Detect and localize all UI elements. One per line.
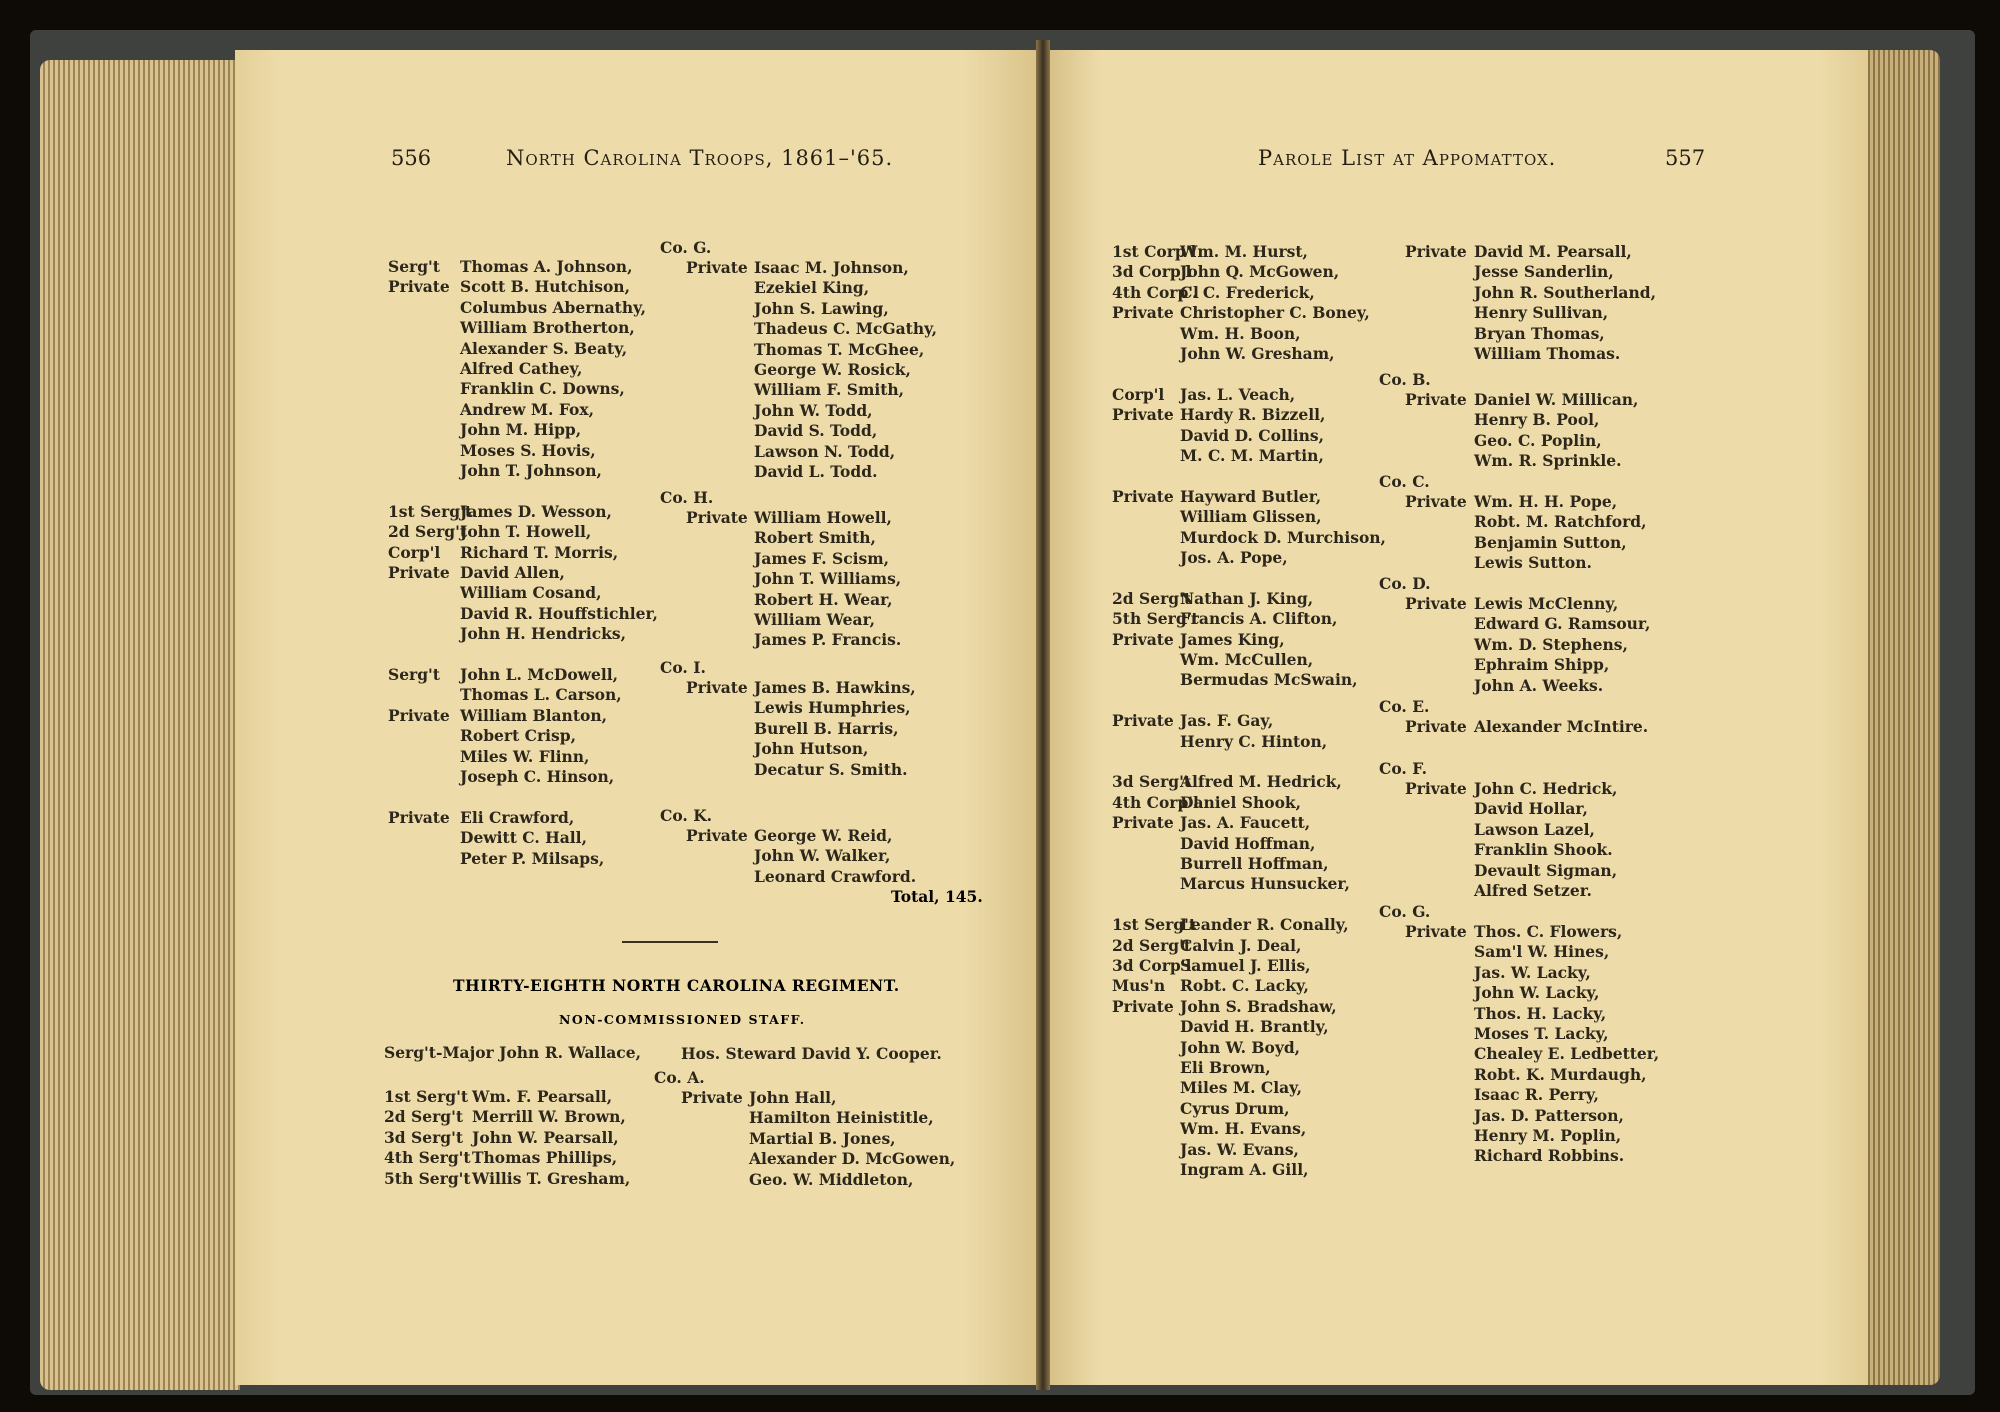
soldier-name: Hayward Butler,	[1180, 486, 1322, 506]
soldier-name: Francis A. Clifton,	[1180, 609, 1338, 629]
rank-label: 2d Serg't	[1112, 935, 1191, 955]
soldier-name: Benjamin Sutton,	[1474, 532, 1627, 552]
soldier-name: Scott B. Hutchison,	[460, 277, 630, 297]
rank-label: Private	[1405, 779, 1467, 798]
soldier-name: Henry Sullivan,	[1474, 303, 1609, 323]
soldier-name: John T. Williams,	[754, 569, 902, 589]
soldier-name: John Q. McGowen,	[1180, 262, 1340, 282]
soldier-name: Decatur S. Smith.	[754, 759, 908, 779]
section-divider	[622, 941, 718, 943]
soldier-name: Peter P. Milsaps,	[460, 848, 605, 868]
soldier-name: Ingram A. Gill,	[1180, 1160, 1309, 1179]
soldier-name: David Hoffman,	[1180, 833, 1316, 853]
soldier-name: William Blanton,	[460, 705, 607, 725]
rank-label: Corp'l	[388, 542, 441, 562]
soldier-name: Ezekiel King,	[754, 278, 870, 298]
company-total: Total, 145.	[891, 887, 983, 906]
soldier-name: Lewis Humphries,	[754, 698, 911, 718]
soldier-name: Hardy R. Bizzell,	[1180, 405, 1326, 425]
company-a-label: Co. A.	[654, 1068, 705, 1087]
rank-label: 5th Serg't	[1112, 609, 1199, 629]
staff-title: NON-COMMISSIONED STAFF.	[559, 1012, 806, 1027]
rank-label: Private	[1112, 629, 1174, 649]
page-edges-left	[40, 60, 240, 1390]
soldier-name: John C. Hedrick,	[1474, 779, 1618, 798]
rank-label: 3d Serg't	[384, 1127, 463, 1147]
soldier-name: Cyrus Drum,	[1180, 1098, 1290, 1118]
rank-label: Private	[1112, 303, 1174, 323]
soldier-name: Henry M. Poplin,	[1474, 1126, 1622, 1145]
rank-label: Serg't	[388, 257, 440, 276]
rank-label: 1st Serg't	[388, 501, 473, 521]
rank-label: 4th Serg't	[384, 1148, 471, 1168]
soldier-name: Bryan Thomas,	[1474, 323, 1605, 343]
soldier-name: Thadeus C. McGathy,	[754, 319, 938, 339]
rank-label: Private	[1112, 813, 1174, 833]
company-label: Co. E.	[1379, 697, 1430, 716]
soldier-name: Lawson N. Todd,	[754, 441, 896, 461]
soldier-name: Wm. M. Hurst,	[1180, 242, 1308, 261]
rank-label: 1st Serg't	[1112, 915, 1197, 935]
company-label: Co. D.	[1379, 574, 1431, 593]
soldier-name: John Hall,	[749, 1088, 837, 1107]
soldier-name: Alexander D. McGowen,	[749, 1149, 956, 1169]
rank-label: Private	[1405, 594, 1467, 613]
soldier-name: James B. Hawkins,	[754, 678, 916, 697]
rank-label: 3d Corp'l	[1112, 262, 1192, 282]
company-label: Co. G.	[660, 238, 712, 257]
soldier-name: John R. Southerland,	[1474, 282, 1656, 302]
soldier-name: James D. Wesson,	[460, 501, 612, 521]
soldier-name: Henry B. Pool,	[1474, 410, 1600, 430]
soldier-name: Leonard Crawford.	[754, 866, 917, 886]
soldier-name: Wm. D. Stephens,	[1474, 634, 1628, 654]
rank-label: 2d Serg't	[384, 1107, 463, 1127]
rank-label: Serg't	[388, 665, 440, 684]
staff-left: Serg't-Major John R. Wallace,	[384, 1043, 642, 1062]
soldier-name: John S. Bradshaw,	[1180, 996, 1337, 1016]
soldier-name: Merrill W. Brown,	[472, 1107, 626, 1127]
rank-label: Private	[1405, 242, 1467, 261]
soldier-name: Daniel Shook,	[1180, 792, 1302, 812]
soldier-name: Lewis Sutton.	[1474, 553, 1592, 573]
soldier-name: John W. Gresham,	[1180, 344, 1335, 363]
soldier-name: William F. Smith,	[754, 380, 905, 400]
rank-label: Private	[686, 258, 748, 277]
soldier-name: Martial B. Jones,	[749, 1128, 896, 1148]
rank-label: 3d Corp'l	[1112, 956, 1192, 975]
soldier-name: Murdock D. Murchison,	[1180, 527, 1386, 547]
soldier-name: Robert Crisp,	[460, 726, 576, 746]
soldier-name: James F. Scism,	[754, 548, 890, 568]
rank-label: 4th Corp'l	[1112, 792, 1199, 812]
soldier-name: Richard T. Morris,	[460, 542, 619, 562]
soldier-name: John L. McDowell,	[460, 665, 619, 684]
soldier-name: William Brotherton,	[460, 318, 635, 338]
company-label: Co. B.	[1379, 370, 1431, 389]
soldier-name: Thos. H. Lacky,	[1474, 1003, 1607, 1023]
soldier-name: Miles W. Flinn,	[460, 746, 590, 766]
rank-label: Private	[1112, 486, 1174, 506]
soldier-name: Miles M. Clay,	[1180, 1078, 1303, 1098]
soldier-name: David M. Pearsall,	[1474, 242, 1632, 261]
soldier-name: John W. Pearsall,	[472, 1127, 619, 1147]
soldier-name: Franklin Shook.	[1474, 840, 1613, 860]
soldier-name: Henry C. Hinton,	[1180, 731, 1328, 751]
soldier-name: Samuel J. Ellis,	[1180, 956, 1311, 975]
right-running-head: Parole List at Appomattox.	[1258, 146, 1557, 170]
soldier-name: James King,	[1180, 629, 1285, 649]
soldier-name: Robt. K. Murdaugh,	[1474, 1064, 1647, 1084]
staff-right: Hos. Steward David Y. Cooper.	[681, 1044, 942, 1063]
soldier-name: David R. Houffstichler,	[460, 603, 658, 623]
soldier-name: Columbus Abernathy,	[460, 297, 647, 317]
soldier-name: Wm. F. Pearsall,	[472, 1087, 613, 1106]
soldier-name: Dewitt C. Hall,	[460, 828, 587, 848]
soldier-name: Robt. M. Ratchford,	[1474, 512, 1647, 532]
soldier-name: John W. Walker,	[754, 846, 891, 866]
left-page	[235, 50, 1043, 1385]
soldier-name: David L. Todd.	[754, 462, 878, 481]
rank-label: 5th Serg't	[384, 1168, 471, 1188]
soldier-name: Sam'l W. Hines,	[1474, 942, 1610, 962]
company-label: Co. K.	[660, 806, 713, 825]
rank-label: Private	[388, 705, 450, 725]
rank-label: Private	[686, 508, 748, 527]
soldier-name: Isaac M. Johnson,	[754, 258, 909, 277]
soldier-name: John W. Lacky,	[1474, 983, 1600, 1003]
soldier-name: John W. Todd,	[754, 400, 873, 420]
rank-label: Private	[1405, 717, 1467, 736]
rank-label: Private	[1405, 390, 1467, 409]
soldier-name: Marcus Hunsucker,	[1180, 874, 1350, 894]
soldier-name: Jesse Sanderlin,	[1474, 262, 1614, 282]
soldier-name: Edward G. Ramsour,	[1474, 614, 1651, 634]
soldier-name: Franklin C. Downs,	[460, 379, 625, 399]
soldier-name: Lawson Lazel,	[1474, 819, 1595, 839]
soldier-name: Jas. A. Faucett,	[1180, 813, 1311, 833]
soldier-name: Burell B. Harris,	[754, 718, 899, 738]
rank-label: 2d Serg't	[388, 522, 467, 542]
company-label: Co. H.	[660, 488, 714, 507]
soldier-name: Alfred Setzer.	[1474, 881, 1592, 900]
soldier-name: Hamilton Heinistitle,	[749, 1108, 934, 1128]
company-label: Co. I.	[660, 658, 706, 677]
company-label: Co. C.	[1379, 472, 1430, 491]
soldier-name: Jas. F. Gay,	[1180, 711, 1274, 731]
soldier-name: C. C. Frederick,	[1180, 282, 1315, 302]
soldier-name: Eli Crawford,	[460, 807, 575, 827]
rank-label: Corp'l	[1112, 384, 1165, 404]
soldier-name: Wm. H. Boon,	[1180, 323, 1301, 343]
rank-label: Private	[686, 678, 748, 697]
rank-label: Private	[388, 563, 450, 582]
soldier-name: David D. Collins,	[1180, 425, 1325, 445]
soldier-name: Nathan J. King,	[1180, 588, 1314, 608]
soldier-name: Robert H. Wear,	[754, 589, 893, 609]
soldier-name: Thomas Phillips,	[472, 1148, 618, 1168]
rank-label: 3d Serg't	[1112, 772, 1191, 792]
book-gutter	[1036, 40, 1050, 1390]
soldier-name: Lewis McClenny,	[1474, 594, 1619, 613]
soldier-name: Thomas T. McGhee,	[754, 339, 925, 359]
soldier-name: Richard Robbins.	[1474, 1146, 1625, 1166]
soldier-name: Jos. A. Pope,	[1180, 548, 1288, 567]
soldier-name: David H. Brantly,	[1180, 1017, 1329, 1037]
soldier-name: William Glissen,	[1180, 507, 1322, 527]
page-edges-right	[1860, 50, 1940, 1385]
soldier-name: John Hutson,	[754, 739, 869, 759]
soldier-name: John S. Lawing,	[754, 298, 889, 318]
soldier-name: William Howell,	[754, 508, 892, 527]
soldier-name: John A. Weeks.	[1474, 675, 1604, 695]
soldier-name: Robt. C. Lacky,	[1180, 976, 1309, 996]
soldier-name: Thos. C. Flowers,	[1474, 922, 1623, 941]
soldier-name: Joseph C. Hinson,	[460, 767, 615, 786]
soldier-name: William Thomas.	[1474, 344, 1621, 363]
rank-label: Private	[388, 807, 450, 827]
soldier-name: Thomas L. Carson,	[460, 685, 622, 705]
soldier-name: Andrew M. Fox,	[460, 399, 594, 419]
soldier-name: Moses S. Hovis,	[460, 440, 596, 460]
soldier-name: Alfred M. Hedrick,	[1180, 772, 1342, 792]
soldier-name: John M. Hipp,	[460, 420, 582, 440]
soldier-name: Eli Brown,	[1180, 1058, 1271, 1077]
soldier-name: William Cosand,	[460, 583, 602, 603]
soldier-name: Alexander McIntire.	[1474, 717, 1649, 736]
right-page-number: 557	[1665, 146, 1706, 170]
rank-label: 1st Serg't	[384, 1087, 469, 1106]
soldier-name: Willis T. Gresham,	[472, 1168, 631, 1188]
left-page-number: 556	[391, 146, 432, 170]
soldier-name: John H. Hendricks,	[460, 624, 627, 644]
company-label: Co. G.	[1379, 902, 1431, 921]
rank-label: Private	[1112, 996, 1174, 1016]
rank-label: Private	[1112, 405, 1174, 425]
soldier-name: M. C. M. Martin,	[1180, 446, 1324, 465]
soldier-name: Chealey E. Ledbetter,	[1474, 1044, 1660, 1064]
soldier-name: John T. Howell,	[460, 522, 592, 542]
soldier-name: Geo. W. Middleton,	[749, 1169, 914, 1189]
soldier-name: John T. Johnson,	[460, 461, 602, 480]
rank-label: Private	[686, 826, 748, 845]
soldier-name: Bermudas McSwain,	[1180, 670, 1358, 690]
soldier-name: Jas. W. Evans,	[1180, 1139, 1299, 1159]
soldier-name: Thomas A. Johnson,	[460, 257, 633, 276]
rank-label: 1st Corp'l	[1112, 242, 1197, 261]
company-label: Co. F.	[1379, 759, 1428, 778]
soldier-name: Alfred Cathey,	[460, 359, 583, 378]
rank-label: Private	[388, 277, 450, 297]
rank-label: Private	[681, 1088, 743, 1107]
soldier-name: Burrell Hoffman,	[1180, 854, 1329, 873]
soldier-name: Wm. R. Sprinkle.	[1474, 451, 1622, 471]
soldier-name: Wm. H. H. Pope,	[1474, 492, 1618, 511]
rank-label: Private	[1405, 922, 1467, 941]
soldier-name: Wm. McCullen,	[1180, 650, 1314, 669]
soldier-name: David Hollar,	[1474, 799, 1588, 819]
soldier-name: Robert Smith,	[754, 528, 876, 548]
soldier-name: Moses T. Lacky,	[1474, 1024, 1609, 1043]
soldier-name: Jas. D. Patterson,	[1474, 1105, 1624, 1125]
rank-label: Private	[1112, 711, 1174, 731]
soldier-name: Alexander S. Beaty,	[460, 338, 628, 358]
soldier-name: David S. Todd,	[754, 421, 878, 441]
soldier-name: Geo. C. Poplin,	[1474, 430, 1602, 450]
soldier-name: Wm. H. Evans,	[1180, 1119, 1307, 1139]
soldier-name: Isaac R. Perry,	[1474, 1085, 1599, 1105]
soldier-name: Devault Sigman,	[1474, 860, 1618, 880]
rank-label: 2d Serg't	[1112, 588, 1191, 608]
rank-label: Private	[1405, 492, 1467, 511]
soldier-name: Jas. W. Lacky,	[1474, 962, 1591, 982]
soldier-name: Daniel W. Millican,	[1474, 390, 1639, 409]
soldier-name: Calvin J. Deal,	[1180, 935, 1302, 955]
soldier-name: Jas. L. Veach,	[1180, 384, 1296, 404]
soldier-name: Christopher C. Boney,	[1180, 303, 1370, 323]
left-running-head: North Carolina Troops, 1861–'65.	[506, 146, 894, 170]
soldier-name: William Wear,	[754, 610, 876, 629]
rank-label: Mus'n	[1112, 976, 1166, 996]
soldier-name: John W. Boyd,	[1180, 1037, 1301, 1057]
soldier-name: David Allen,	[460, 563, 565, 582]
soldier-name: Ephraim Shipp,	[1474, 655, 1610, 675]
soldier-name: James P. Francis.	[754, 630, 902, 650]
regiment-title: THIRTY-EIGHTH NORTH CAROLINA REGIMENT.	[453, 976, 900, 995]
rank-label: 4th Corp'l	[1112, 282, 1199, 302]
soldier-name: Leander R. Conally,	[1180, 915, 1349, 935]
soldier-name: George W. Reid,	[754, 826, 893, 845]
soldier-name: George W. Rosick,	[754, 360, 911, 379]
